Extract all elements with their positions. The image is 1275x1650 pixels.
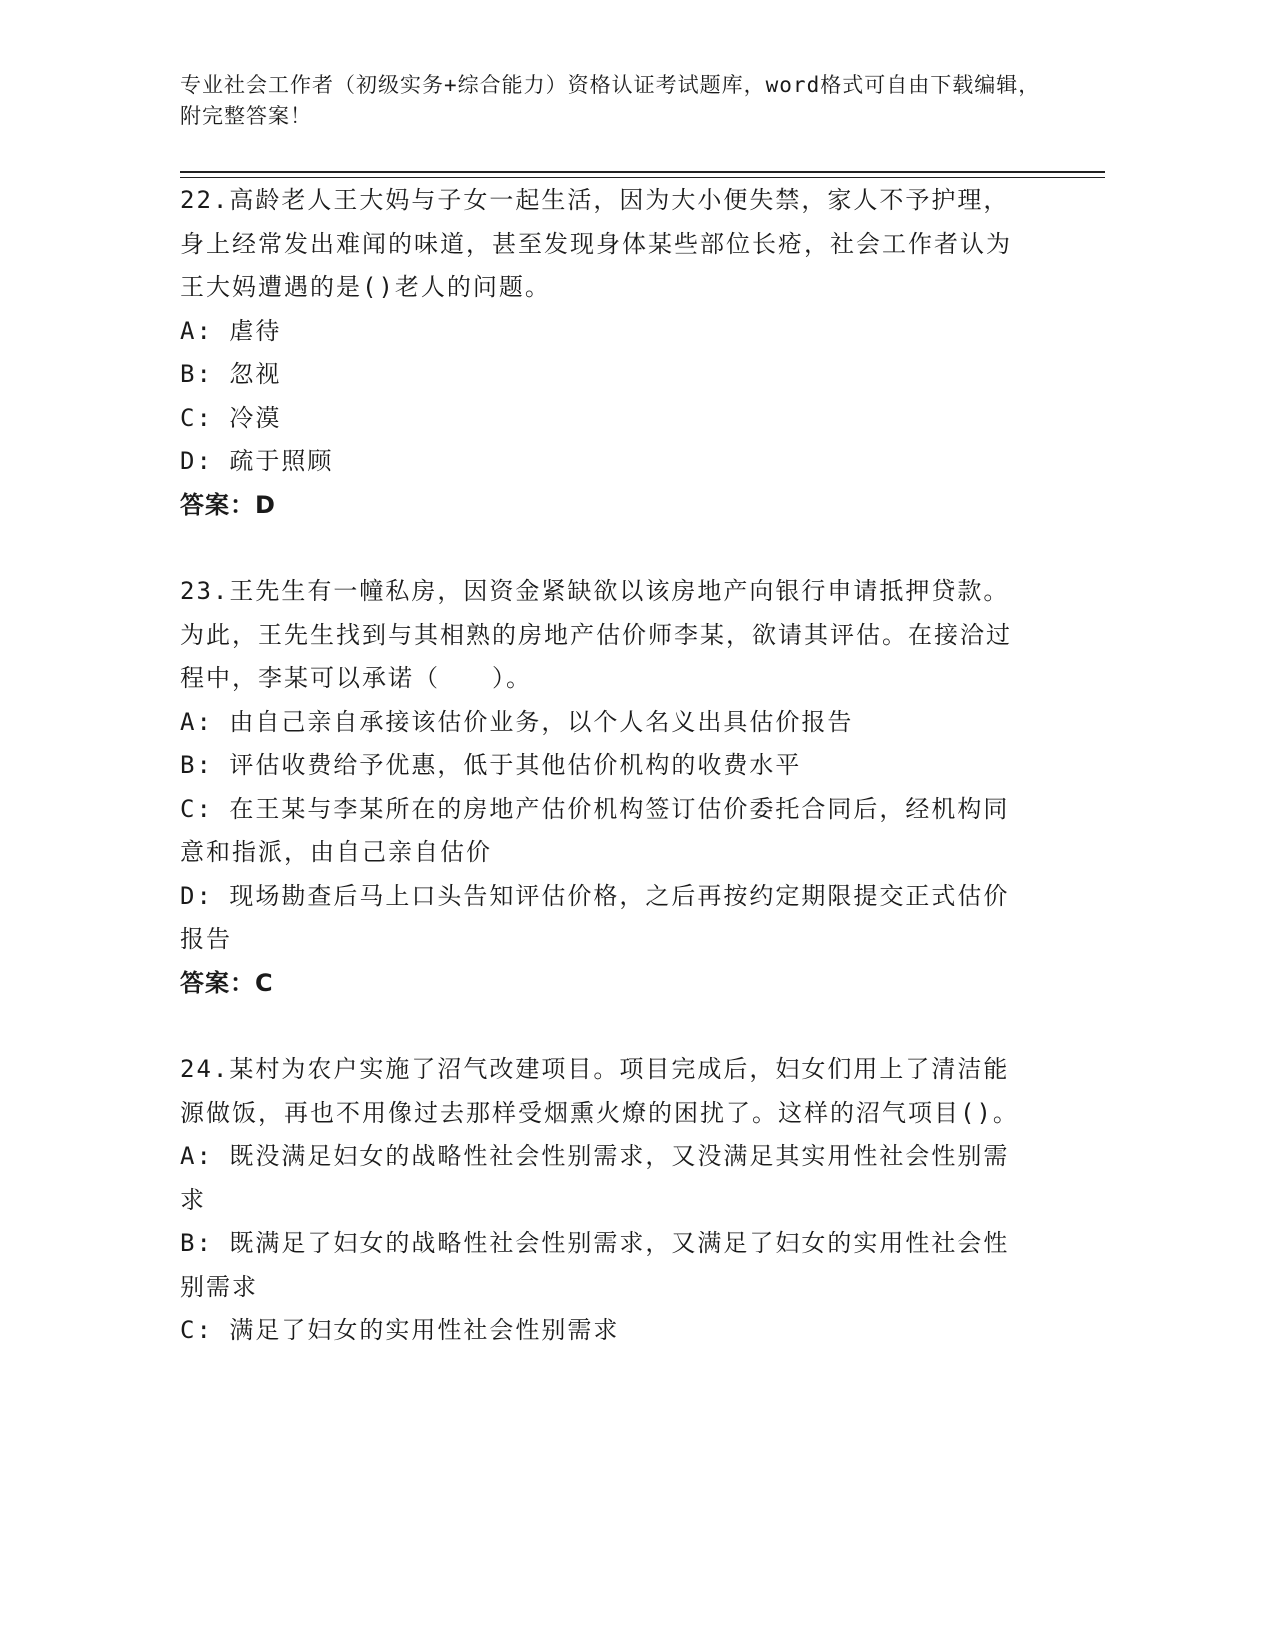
option-c: C: 冷漠 [180,403,282,432]
option-a: A: 由自己亲自承接该估价业务，以个人名义出具估价报告 [180,707,854,736]
header-divider-thin [180,177,1105,178]
option-b: B: 忽视 [180,360,282,388]
question-stem: 23.王先生有一幢私房，因资金紧缺欲以该房地产向银行申请抵押贷款。为此，王先生找到与其相熟的房地产估价师李某，欲请其评估。在接洽过程中，李某可以承诺（ ）。 [180,577,1012,692]
document-header: 专业社会工作者（初级实务+综合能力）资格认证考试题库，word格式可自由下载编辑，附完整答案！ [180,73,1041,128]
option-a: A: 虐待 [180,316,282,345]
answer-label: 答案：C [180,968,274,997]
question-stem: 24.某村为农户实施了沼气改建项目。项目完成后，妇女们用上了清洁能源做饭，再也不用像过去那样受烟熏火燎的困扰了。这样的沼气项目()。 [180,1055,1019,1127]
question-list [180,179,1030,1396]
option-a: A: 既没满足妇女的战略性社会性别需求，又没满足其实用性社会性别需求 [180,1142,1010,1214]
question-stem: 22.高龄老人王大妈与子女一起生活，因为大小便失禁，家人不予护理，身上经常发出难闻的味道，甚至发现身体某些部位长疮，社会工作者认为王大妈遭遇的是()老人的问题。 [180,186,1012,301]
option-c: C: 满足了妇女的实用性社会性别需求 [180,1316,620,1344]
question-22 [180,179,1030,527]
question-24 [180,1048,1030,1353]
question-23 [180,570,1030,1005]
option-b: B: 既满足了妇女的战略性社会性别需求，又满足了妇女的实用性社会性别需求 [180,1229,1010,1301]
header-divider-thick [180,171,1105,173]
option-b: B: 评估收费给予优惠，低于其他估价机构的收费水平 [180,751,802,779]
option-d: D: 疏于照顾 [180,447,334,475]
option-d: D: 现场勘查后马上口头告知评估价格，之后再按约定期限提交正式估价报告 [180,881,1010,953]
answer-label: 答案：D [180,490,276,519]
option-c: C: 在王某与李某所在的房地产估价机构签订估价委托合同后，经机构同意和指派，由自己亲自估价 [180,794,1010,866]
